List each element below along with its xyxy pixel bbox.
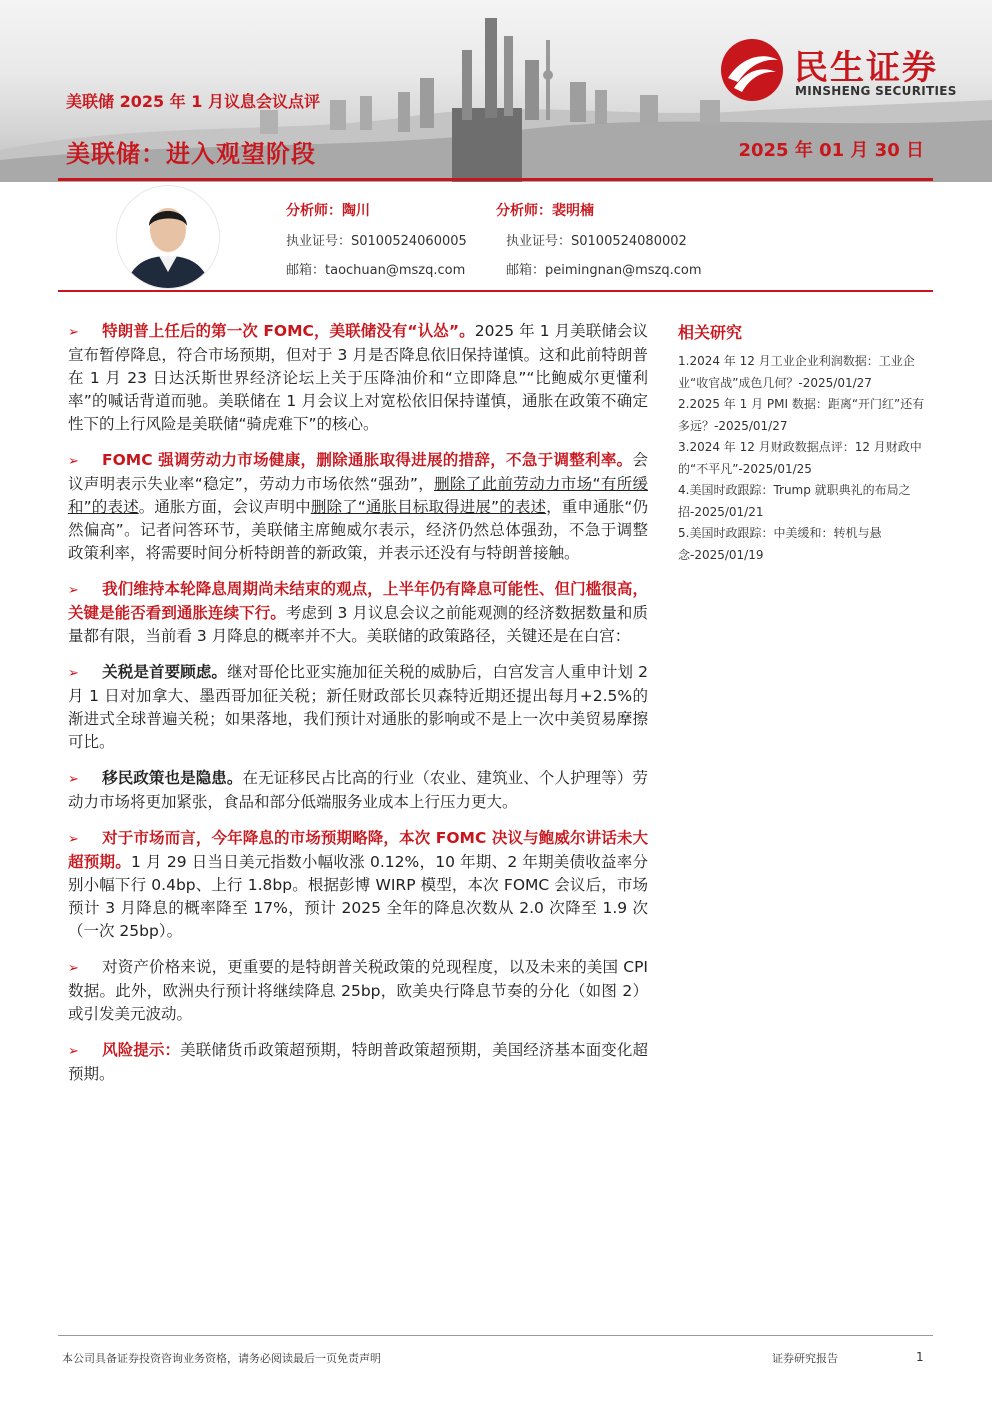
analyst-name: 分析师：陶川 <box>286 203 370 219</box>
paragraph-text: 继对哥伦比亚实施加征关税的威胁后，白宫发言人重申计划 2 月 1 日对加拿大、墨西哥加征关税；新任财政部长贝森特近期还提出每月+2.5%的渐进式全球普遍关税；如果落地，我们预计对通胀的影响或不是上一次中美贸易摩擦可比。 <box>68 663 648 751</box>
report-body <box>68 320 648 1099</box>
report-title: 美联储：进入观望阶段 <box>66 140 316 168</box>
paragraph-highlight: 我们维持本轮降息周期尚未结束的观点，上半年仍有降息可能性、但门槛很高，关键是能否看到通胀连续下行。 <box>68 580 648 622</box>
logo-text-en: MINSHENG SECURITIES <box>795 84 957 98</box>
paragraph-text: 考虑到 3 月议息会议之前能观测的经济数据数量和质量都有限，当前看 3 月降息的概率并不大。美联储的政策路径，关键还是在白宫： <box>68 604 648 645</box>
paragraph-text: 2025 年 1 月美联储会议宣布暂停降息，符合市场预期，但对于 3 月是否降息依旧保持谨慎。这和此前特朗普在 1 月 23 日达沃斯世界经济论坛上关于压降油价和“立即降息”“比鲍威尔更懂利率”的喊话背道而驰。美联储在 1 月会议上对宽松依旧保持谨慎，通胀在政策不确定性下的上行风险是美联储“骑虎难下”的核心。 <box>68 322 648 433</box>
bullet-arrow-icon: ➢ <box>68 454 79 469</box>
series-title: 美联储 2025 年 1 月议息会议点评 <box>66 92 320 111</box>
related-research-item[interactable]: 4.美国时政跟踪：Trump 就职典礼的布局之招-2025/01/21 <box>678 483 911 519</box>
related-research-panel <box>678 320 928 566</box>
paragraph-fomc-stance <box>68 320 648 436</box>
paragraph-text: 在无证移民占比高的行业（农业、建筑业、个人护理等）劳动力市场将更加紧张，食品和部分低端服务业成本上行压力更大。 <box>68 769 648 811</box>
paragraph-text: 对资产价格来说，更重要的是特朗普关税政策的兑现程度，以及未来的美国 CPI 数据。此外，欧洲央行预计将继续降息 25bp，欧美央行降息节奏的分化（如图 2）或引发美元波动。 <box>68 958 648 1023</box>
minsheng-logo <box>720 38 970 102</box>
footer-divider <box>58 1335 933 1336</box>
paragraph-immigration <box>68 767 648 814</box>
analyst-card-2 <box>496 200 701 288</box>
bullet-arrow-icon: ➢ <box>68 325 79 340</box>
paragraph-highlight: FOMC 强调劳动力市场健康，删除通胀取得进展的措辞，不急于调整利率。 <box>102 451 633 469</box>
paragraph-text: 。通胀方面，会议声明中 <box>138 498 311 516</box>
related-research-title: 相关研究 <box>678 323 743 342</box>
paragraph-asset-prices <box>68 956 648 1026</box>
footer-disclaimer: 本公司具备证券投资咨询业务资格，请务必阅读最后一页免责声明 <box>62 1352 381 1365</box>
related-research-item[interactable]: 5.美国时政跟踪：中美缓和：转机与悬念-2025/01/19 <box>678 526 882 562</box>
paragraph-text: 美联储货币政策超预期，特朗普政策超预期，美国经济基本面变化超预期。 <box>68 1041 648 1083</box>
section-divider <box>58 290 933 292</box>
analyst-cert: 执业证号：S0100524060005 <box>286 234 467 249</box>
related-research-item[interactable]: 2.2025 年 1 月 PMI 数据：距离“开门红”还有多远？-2025/01/27 <box>678 397 925 433</box>
bullet-arrow-icon: ➢ <box>68 772 79 787</box>
analyst-card-1 <box>286 200 467 288</box>
paragraph-highlight: 风险提示： <box>102 1041 181 1059</box>
bullet-arrow-icon: ➢ <box>68 1044 79 1059</box>
header-divider <box>58 178 933 181</box>
bullet-arrow-icon: ➢ <box>68 832 79 847</box>
report-date: 2025 年 01 月 30 日 <box>738 140 924 161</box>
paragraph-tariffs <box>68 661 648 754</box>
header-banner <box>0 0 992 182</box>
analyst-photo <box>116 185 220 289</box>
analyst-email: 邮箱：peimingnan@mszq.com <box>506 263 702 278</box>
related-research-item[interactable]: 1.2024 年 12 月工业企业利润数据：工业企业“收官战”成色几何？-2025/01/27 <box>678 354 915 390</box>
underlined-text: 删除了此前劳动力市场“有所缓和”的表述 <box>68 475 649 516</box>
paragraph-rate-cut-view <box>68 578 648 648</box>
paragraph-labor-market <box>68 449 648 565</box>
bullet-arrow-icon: ➢ <box>68 961 79 976</box>
bullet-arrow-icon: ➢ <box>68 666 79 681</box>
paragraph-highlight: 对于市场而言，今年降息的市场预期略降，本次 FOMC 决议与鲍威尔讲话未大超预期。 <box>68 829 648 871</box>
logo-text-cn: 民生证券 <box>794 48 938 88</box>
analyst-email: 邮箱：taochuan@mszq.com <box>286 263 466 278</box>
paragraph-text: 1 月 29 日当日美元指数小幅收涨 0.12%，10 年期、2 年期美债收益率分别小幅下行 0.4bp、上行 1.8bp。根据彭博 WIRP 模型，本次 FOMC 会议后，市场预计 3 月降息的概率降至 17%，预计 2025 全年的降息次数从 2.0 次降至 1.9 次（一次 25bp）。 <box>68 853 648 940</box>
analyst-name: 分析师：裴明楠 <box>496 203 594 219</box>
paragraph-bold: 移民政策也是隐患。 <box>102 769 243 787</box>
paragraph-risk-warning <box>68 1039 648 1086</box>
bullet-arrow-icon: ➢ <box>68 583 79 598</box>
footer-report-type: 证券研究报告 <box>772 1352 838 1365</box>
underlined-text: 删除了“通胀目标取得进展”的表述 <box>310 498 547 516</box>
paragraph-text: ，重申通胀“仍然偏高”。记者问答环节，美联储主席鲍威尔表示，经济仍然总体强劲，不急于调整政策利率，将需要时间分析特朗普的新政策，并表示还没有与特朗普接触。 <box>68 498 649 562</box>
paragraph-text: 会议声明表示失业率“稳定”，劳动力市场依然“强劲”， <box>68 451 648 493</box>
paragraph-highlight: 特朗普上任后的第一次 FOMC，美联储没有“认怂”。 <box>102 322 475 340</box>
paragraph-bold: 关税是首要顾虑。 <box>102 663 228 681</box>
analyst-cert: 执业证号：S0100524080002 <box>506 234 687 249</box>
related-research-item[interactable]: 3.2024 年 12 月财政数据点评：12 月财政中的“不平凡”-2025/01/25 <box>678 440 922 476</box>
logo-emblem-icon <box>720 38 784 102</box>
page-number: 1 <box>916 1350 924 1364</box>
paragraph-market-reaction <box>68 827 648 943</box>
